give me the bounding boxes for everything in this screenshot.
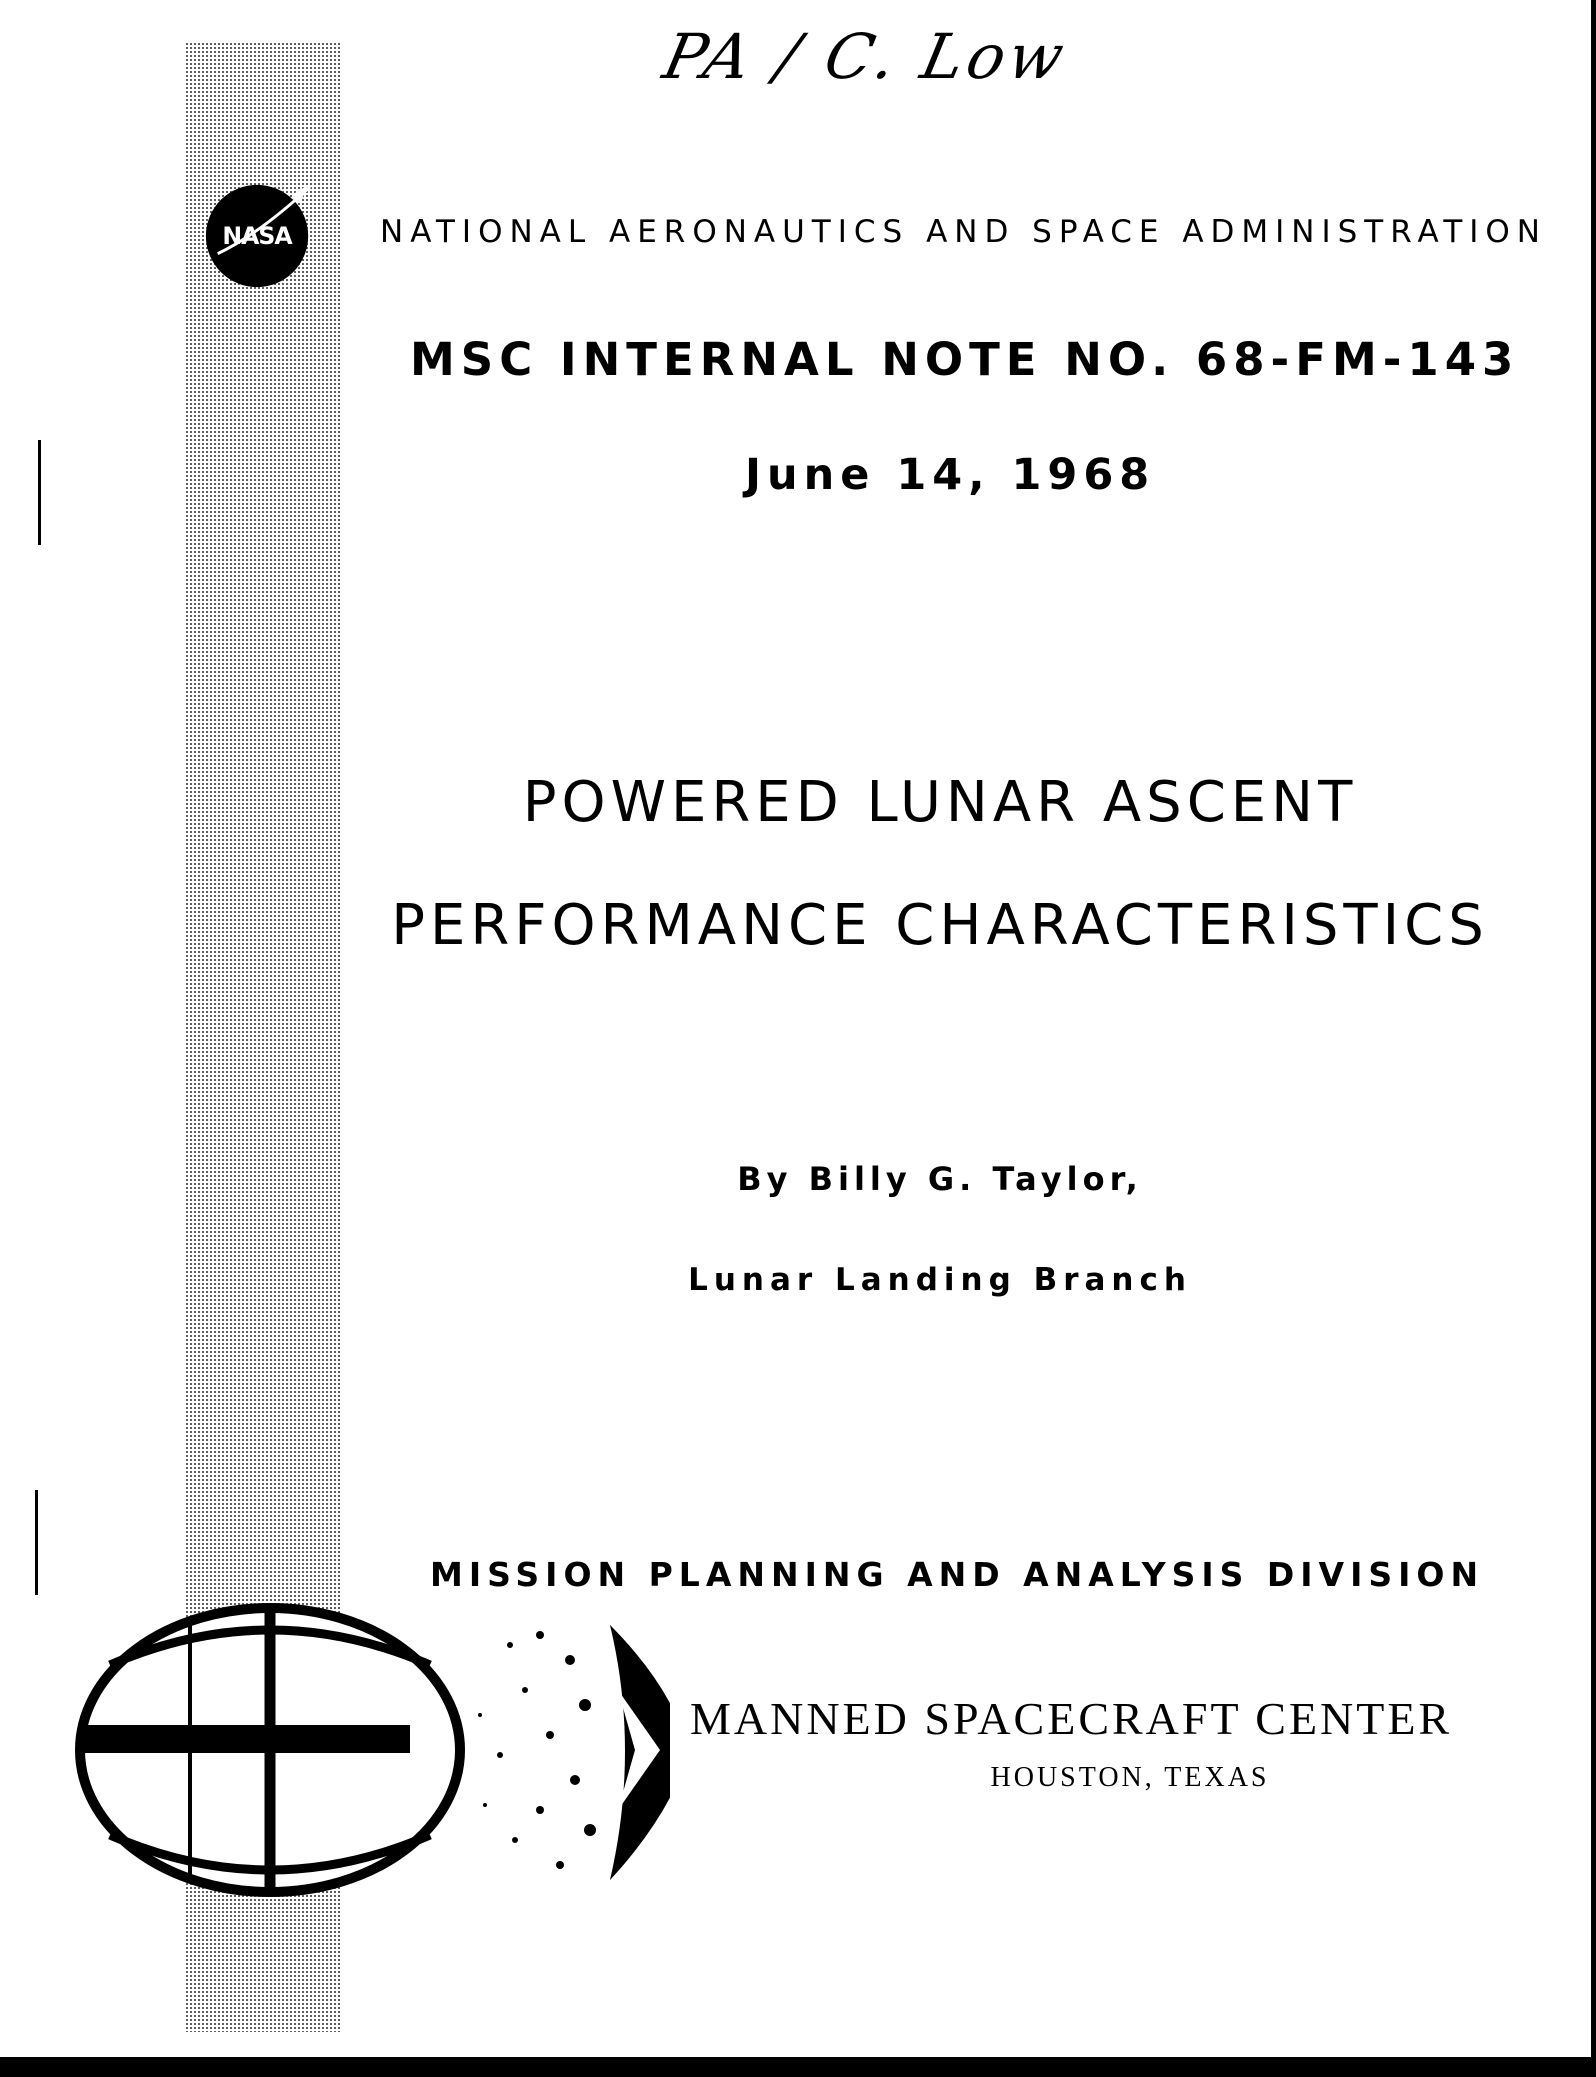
internal-note-number: MSC INTERNAL NOTE NO. 68-FM-143 <box>410 333 1520 386</box>
margin-tick-mark <box>35 1490 38 1595</box>
document-title-line-1: POWERED LUNAR ASCENT <box>522 770 1358 835</box>
center-name: MANNED SPACECRAFT CENTER <box>690 1693 1453 1744</box>
agency-name: NATIONAL AERONAUTICS AND SPACE ADMINISTRATION <box>380 214 1547 250</box>
scan-edge-bottom <box>0 2057 1596 2077</box>
scan-edge-right <box>1591 0 1596 2077</box>
author-branch: Lunar Landing Branch <box>688 1262 1192 1298</box>
division-name: MISSION PLANNING AND ANALYSIS DIVISION <box>430 1555 1485 1594</box>
center-location: HOUSTON, TEXAS <box>990 1762 1270 1793</box>
nasa-logo-icon <box>200 175 318 293</box>
author-byline: By Billy G. Taylor, <box>737 1160 1143 1198</box>
document-date: June 14, 1968 <box>745 450 1156 500</box>
document-title-line-2: PERFORMANCE CHARACTERISTICS <box>391 893 1489 958</box>
margin-tick-mark <box>38 440 41 545</box>
msc-globe-emblem-icon <box>70 1595 670 1905</box>
handwritten-annotation: PA / C. Low <box>657 20 1075 93</box>
nasa-logo-text: NASA <box>222 221 292 250</box>
